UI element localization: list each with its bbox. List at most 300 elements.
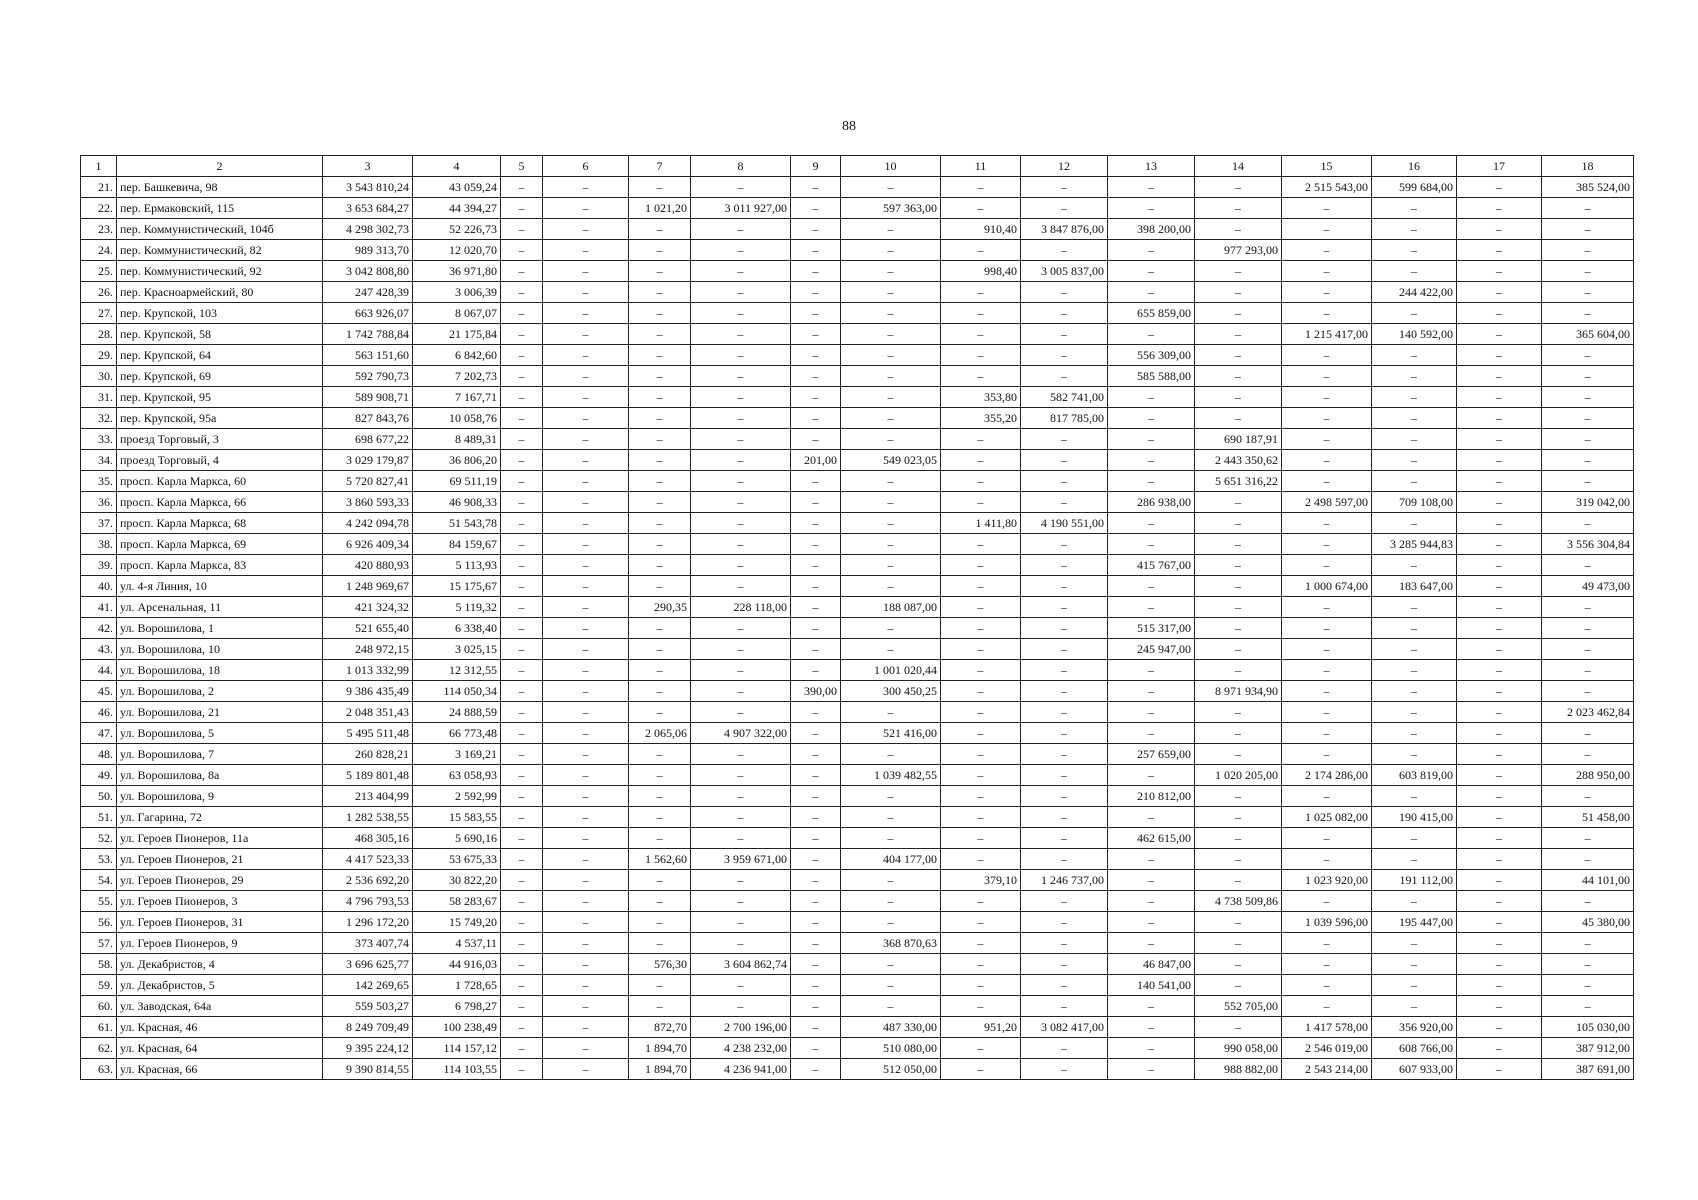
value-cell: 15 175,67 — [413, 576, 501, 597]
value-cell: 1 039 596,00 — [1282, 912, 1372, 933]
value-cell: – — [791, 219, 841, 240]
value-cell: – — [543, 492, 629, 513]
value-cell: 655 859,00 — [1108, 303, 1195, 324]
value-cell: – — [1542, 471, 1634, 492]
value-cell: – — [501, 618, 543, 639]
value-cell: – — [691, 765, 791, 786]
table-row — [81, 681, 1634, 702]
value-cell: – — [1457, 639, 1542, 660]
value-cell: – — [841, 324, 941, 345]
row-number-cell: 63. — [81, 1059, 117, 1080]
value-cell: – — [543, 219, 629, 240]
value-cell: – — [1195, 492, 1282, 513]
value-cell: – — [841, 954, 941, 975]
value-cell: – — [691, 492, 791, 513]
value-cell: – — [501, 345, 543, 366]
table-row — [81, 807, 1634, 828]
value-cell: 1 417 578,00 — [1282, 1017, 1372, 1038]
column-header: 9 — [791, 156, 841, 177]
value-cell: – — [791, 408, 841, 429]
value-cell: – — [1021, 765, 1108, 786]
value-cell: – — [1372, 702, 1457, 723]
value-cell: – — [1457, 849, 1542, 870]
value-cell: – — [543, 891, 629, 912]
value-cell: – — [501, 681, 543, 702]
value-cell: – — [543, 408, 629, 429]
value-cell: – — [501, 660, 543, 681]
value-cell: – — [1542, 891, 1634, 912]
value-cell: – — [1282, 660, 1372, 681]
row-number-cell: 55. — [81, 891, 117, 912]
value-cell: – — [1457, 996, 1542, 1017]
value-cell: – — [629, 702, 691, 723]
value-cell: 4 796 793,53 — [323, 891, 413, 912]
value-cell: – — [629, 261, 691, 282]
value-cell: 49 473,00 — [1542, 576, 1634, 597]
value-cell: – — [691, 177, 791, 198]
value-cell: – — [1195, 597, 1282, 618]
value-cell: – — [1282, 303, 1372, 324]
value-cell: 105 030,00 — [1542, 1017, 1634, 1038]
value-cell: – — [501, 471, 543, 492]
value-cell: 12 312,55 — [413, 660, 501, 681]
value-cell: – — [1195, 177, 1282, 198]
value-cell: – — [691, 345, 791, 366]
value-cell: – — [841, 891, 941, 912]
value-cell: – — [941, 597, 1021, 618]
value-cell: – — [1282, 786, 1372, 807]
value-cell: – — [1021, 660, 1108, 681]
value-cell: 2 048 351,43 — [323, 702, 413, 723]
value-cell: – — [543, 639, 629, 660]
value-cell: – — [1542, 366, 1634, 387]
value-cell: – — [1195, 366, 1282, 387]
value-cell: 4 298 302,73 — [323, 219, 413, 240]
value-cell: 404 177,00 — [841, 849, 941, 870]
value-cell: 114 103,55 — [413, 1059, 501, 1080]
value-cell: – — [691, 555, 791, 576]
value-cell: 257 659,00 — [1108, 744, 1195, 765]
row-number-cell: 60. — [81, 996, 117, 1017]
value-cell: – — [629, 912, 691, 933]
value-cell: – — [1457, 303, 1542, 324]
value-cell: – — [501, 723, 543, 744]
value-cell: – — [1108, 240, 1195, 261]
value-cell: – — [691, 828, 791, 849]
value-cell: – — [691, 534, 791, 555]
value-cell: – — [1372, 660, 1457, 681]
value-cell: – — [1195, 576, 1282, 597]
value-cell: – — [1372, 828, 1457, 849]
value-cell: – — [1372, 261, 1457, 282]
value-cell: – — [501, 996, 543, 1017]
address-cell: пер. Ермаковский, 115 — [117, 198, 323, 219]
address-cell: ул. 4-я Линия, 10 — [117, 576, 323, 597]
value-cell: – — [941, 618, 1021, 639]
value-cell: 5 720 827,41 — [323, 471, 413, 492]
address-cell: ул. Ворошилова, 1 — [117, 618, 323, 639]
value-cell: – — [1282, 597, 1372, 618]
value-cell: – — [1195, 345, 1282, 366]
value-cell: – — [791, 660, 841, 681]
value-cell: – — [941, 702, 1021, 723]
value-cell: – — [791, 807, 841, 828]
value-cell: 4 417 523,33 — [323, 849, 413, 870]
value-cell: – — [1372, 219, 1457, 240]
row-number-cell: 56. — [81, 912, 117, 933]
value-cell: – — [791, 240, 841, 261]
value-cell: – — [691, 240, 791, 261]
row-number-cell: 24. — [81, 240, 117, 261]
row-number-cell: 57. — [81, 933, 117, 954]
value-cell: – — [1021, 933, 1108, 954]
value-cell: – — [1282, 345, 1372, 366]
value-cell: – — [543, 303, 629, 324]
value-cell: – — [1021, 324, 1108, 345]
value-cell: 188 087,00 — [841, 597, 941, 618]
value-cell: 58 283,67 — [413, 891, 501, 912]
value-cell: – — [791, 702, 841, 723]
value-cell: 46 847,00 — [1108, 954, 1195, 975]
value-cell: 368 870,63 — [841, 933, 941, 954]
value-cell: – — [841, 513, 941, 534]
row-number-cell: 22. — [81, 198, 117, 219]
value-cell: 1 894,70 — [629, 1038, 691, 1059]
row-number-cell: 25. — [81, 261, 117, 282]
value-cell: – — [691, 786, 791, 807]
row-number-cell: 39. — [81, 555, 117, 576]
value-cell: – — [1457, 933, 1542, 954]
value-cell: 52 226,73 — [413, 219, 501, 240]
value-cell: – — [1282, 198, 1372, 219]
value-cell: – — [1021, 975, 1108, 996]
value-cell: – — [1457, 261, 1542, 282]
value-cell: – — [1195, 324, 1282, 345]
value-cell: – — [791, 366, 841, 387]
table-row — [81, 870, 1634, 891]
value-cell: 663 926,07 — [323, 303, 413, 324]
value-cell: – — [941, 639, 1021, 660]
table-row — [81, 912, 1634, 933]
value-cell: – — [1108, 765, 1195, 786]
row-number-cell: 42. — [81, 618, 117, 639]
value-cell: – — [1108, 408, 1195, 429]
value-cell: – — [1282, 408, 1372, 429]
value-cell: – — [1195, 513, 1282, 534]
value-cell: – — [1195, 744, 1282, 765]
value-cell: – — [543, 786, 629, 807]
value-cell: – — [1542, 828, 1634, 849]
row-number-cell: 26. — [81, 282, 117, 303]
value-cell: 44 101,00 — [1542, 870, 1634, 891]
value-cell: 8 067,07 — [413, 303, 501, 324]
value-cell: – — [1282, 366, 1372, 387]
row-number-cell: 37. — [81, 513, 117, 534]
value-cell: – — [1108, 870, 1195, 891]
value-cell: – — [1542, 408, 1634, 429]
value-cell: 3 011 927,00 — [691, 198, 791, 219]
value-cell: – — [1021, 555, 1108, 576]
value-cell: – — [691, 576, 791, 597]
value-cell: 512 050,00 — [841, 1059, 941, 1080]
value-cell: – — [1542, 198, 1634, 219]
value-cell: – — [1282, 261, 1372, 282]
value-cell: 2 174 286,00 — [1282, 765, 1372, 786]
row-number-cell: 54. — [81, 870, 117, 891]
value-cell: – — [501, 513, 543, 534]
value-cell: 36 806,20 — [413, 450, 501, 471]
value-cell: 5 651 316,22 — [1195, 471, 1282, 492]
row-number-cell: 44. — [81, 660, 117, 681]
value-cell: – — [1021, 786, 1108, 807]
row-number-cell: 41. — [81, 597, 117, 618]
value-cell: – — [629, 786, 691, 807]
value-cell: – — [691, 513, 791, 534]
value-cell: 521 655,40 — [323, 618, 413, 639]
value-cell: – — [1457, 387, 1542, 408]
value-cell: – — [941, 177, 1021, 198]
value-cell: – — [691, 660, 791, 681]
value-cell: – — [1457, 1059, 1542, 1080]
value-cell: 3 006,39 — [413, 282, 501, 303]
value-cell: – — [1457, 345, 1542, 366]
value-cell: 2 546 019,00 — [1282, 1038, 1372, 1059]
value-cell: 260 828,21 — [323, 744, 413, 765]
value-cell: 4 738 509,86 — [1195, 891, 1282, 912]
value-cell: – — [791, 492, 841, 513]
value-cell: – — [791, 177, 841, 198]
value-cell: 592 790,73 — [323, 366, 413, 387]
value-cell: – — [629, 429, 691, 450]
value-cell: – — [543, 240, 629, 261]
address-cell: просп. Карла Маркса, 66 — [117, 492, 323, 513]
row-number-cell: 38. — [81, 534, 117, 555]
value-cell: – — [1372, 387, 1457, 408]
value-cell: – — [1542, 513, 1634, 534]
value-cell: – — [1021, 891, 1108, 912]
value-cell: 191 112,00 — [1372, 870, 1457, 891]
value-cell: – — [791, 303, 841, 324]
value-cell: – — [941, 303, 1021, 324]
value-cell: – — [1457, 366, 1542, 387]
value-cell: 2 065,06 — [629, 723, 691, 744]
value-cell: – — [691, 408, 791, 429]
value-cell: 521 416,00 — [841, 723, 941, 744]
value-cell: 5 119,32 — [413, 597, 501, 618]
value-cell: 589 908,71 — [323, 387, 413, 408]
value-cell: – — [1542, 639, 1634, 660]
value-cell: 288 950,00 — [1542, 765, 1634, 786]
value-cell: – — [691, 975, 791, 996]
table-row — [81, 786, 1634, 807]
value-cell: – — [1108, 534, 1195, 555]
value-cell: – — [501, 1038, 543, 1059]
value-cell: – — [791, 1038, 841, 1059]
value-cell: 977 293,00 — [1195, 240, 1282, 261]
value-cell: 355,20 — [941, 408, 1021, 429]
value-cell: – — [1195, 1017, 1282, 1038]
value-cell: – — [691, 807, 791, 828]
value-cell: – — [841, 471, 941, 492]
value-cell: – — [791, 345, 841, 366]
value-cell: 910,40 — [941, 219, 1021, 240]
table-body — [81, 177, 1634, 1080]
value-cell: 6 842,60 — [413, 345, 501, 366]
value-cell: 3 543 810,24 — [323, 177, 413, 198]
value-cell: 515 317,00 — [1108, 618, 1195, 639]
address-cell: ул. Ворошилова, 5 — [117, 723, 323, 744]
address-cell: ул. Героев Пионеров, 29 — [117, 870, 323, 891]
value-cell: 228 118,00 — [691, 597, 791, 618]
value-cell: 245 947,00 — [1108, 639, 1195, 660]
value-cell: – — [1372, 429, 1457, 450]
value-cell: 1 025 082,00 — [1282, 807, 1372, 828]
value-cell: 21 175,84 — [413, 324, 501, 345]
value-cell: 69 511,19 — [413, 471, 501, 492]
value-cell: – — [1372, 618, 1457, 639]
address-cell: ул. Ворошилова, 9 — [117, 786, 323, 807]
value-cell: – — [1372, 198, 1457, 219]
table-row — [81, 177, 1634, 198]
value-cell: 6 338,40 — [413, 618, 501, 639]
value-cell: 9 386 435,49 — [323, 681, 413, 702]
value-cell: – — [1282, 513, 1372, 534]
value-cell: – — [791, 765, 841, 786]
value-cell: – — [629, 807, 691, 828]
value-cell: 3 696 625,77 — [323, 954, 413, 975]
value-cell: – — [1457, 912, 1542, 933]
value-cell: – — [691, 303, 791, 324]
value-cell: – — [543, 996, 629, 1017]
value-cell: – — [841, 975, 941, 996]
value-cell: – — [1457, 177, 1542, 198]
column-header: 17 — [1457, 156, 1542, 177]
value-cell: 3 556 304,84 — [1542, 534, 1634, 555]
value-cell: 597 363,00 — [841, 198, 941, 219]
value-cell: – — [543, 849, 629, 870]
value-cell: – — [1372, 345, 1457, 366]
value-cell: 827 843,76 — [323, 408, 413, 429]
value-cell: – — [1195, 828, 1282, 849]
value-cell: – — [941, 681, 1021, 702]
value-cell: – — [841, 555, 941, 576]
value-cell: – — [1457, 954, 1542, 975]
value-cell: – — [841, 912, 941, 933]
value-cell: – — [1457, 1017, 1542, 1038]
value-cell: – — [1457, 975, 1542, 996]
value-cell: 556 309,00 — [1108, 345, 1195, 366]
value-cell: – — [629, 933, 691, 954]
value-cell: 1 411,80 — [941, 513, 1021, 534]
table-row — [81, 366, 1634, 387]
row-number-cell: 33. — [81, 429, 117, 450]
page-number: 88 — [842, 119, 856, 134]
value-cell: 1 000 674,00 — [1282, 576, 1372, 597]
value-cell: 3 029 179,87 — [323, 450, 413, 471]
value-cell: – — [1282, 744, 1372, 765]
table-row — [81, 345, 1634, 366]
value-cell: – — [1457, 870, 1542, 891]
value-cell: – — [543, 555, 629, 576]
value-cell: 7 202,73 — [413, 366, 501, 387]
value-cell: 510 080,00 — [841, 1038, 941, 1059]
address-cell: ул. Заводская, 64а — [117, 996, 323, 1017]
value-cell: – — [1108, 996, 1195, 1017]
value-cell: – — [1195, 387, 1282, 408]
column-header: 6 — [543, 156, 629, 177]
value-cell: – — [1372, 597, 1457, 618]
value-cell: – — [791, 429, 841, 450]
value-cell: – — [543, 660, 629, 681]
value-cell: – — [501, 639, 543, 660]
value-cell: – — [791, 744, 841, 765]
value-cell: – — [501, 261, 543, 282]
value-cell: – — [1542, 660, 1634, 681]
value-cell: – — [1195, 555, 1282, 576]
address-cell: пер. Башкевича, 98 — [117, 177, 323, 198]
value-cell: 100 238,49 — [413, 1017, 501, 1038]
value-cell: – — [691, 639, 791, 660]
value-cell: – — [941, 282, 1021, 303]
value-cell: – — [1457, 429, 1542, 450]
value-cell: 698 677,22 — [323, 429, 413, 450]
value-cell: – — [1108, 513, 1195, 534]
value-cell: 559 503,27 — [323, 996, 413, 1017]
value-cell: – — [1457, 597, 1542, 618]
value-cell: 140 592,00 — [1372, 324, 1457, 345]
value-cell: 53 675,33 — [413, 849, 501, 870]
value-cell: – — [941, 534, 1021, 555]
address-cell: ул. Красная, 46 — [117, 1017, 323, 1038]
value-cell: – — [1195, 933, 1282, 954]
value-cell: – — [501, 387, 543, 408]
value-cell: – — [543, 1059, 629, 1080]
value-cell: – — [629, 681, 691, 702]
value-cell: 5 690,16 — [413, 828, 501, 849]
value-cell: 690 187,91 — [1195, 429, 1282, 450]
table-row — [81, 597, 1634, 618]
value-cell: – — [791, 870, 841, 891]
value-cell: – — [501, 303, 543, 324]
value-cell: 998,40 — [941, 261, 1021, 282]
value-cell: – — [1195, 639, 1282, 660]
value-cell: – — [791, 975, 841, 996]
value-cell: – — [941, 807, 1021, 828]
row-number-cell: 47. — [81, 723, 117, 744]
value-cell: 709 108,00 — [1372, 492, 1457, 513]
value-cell: – — [543, 870, 629, 891]
value-cell: 4 190 551,00 — [1021, 513, 1108, 534]
value-cell: – — [691, 891, 791, 912]
column-header: 3 — [323, 156, 413, 177]
value-cell: – — [941, 933, 1021, 954]
value-cell: – — [1542, 723, 1634, 744]
value-cell: – — [501, 954, 543, 975]
value-cell: – — [501, 198, 543, 219]
value-cell: – — [941, 891, 1021, 912]
value-cell: – — [1542, 786, 1634, 807]
value-cell: – — [501, 702, 543, 723]
column-header: 11 — [941, 156, 1021, 177]
table-row — [81, 639, 1634, 660]
value-cell: – — [501, 597, 543, 618]
value-cell: 43 059,24 — [413, 177, 501, 198]
value-cell: – — [543, 429, 629, 450]
value-cell: 201,00 — [791, 450, 841, 471]
value-cell: – — [1195, 912, 1282, 933]
value-cell: 603 819,00 — [1372, 765, 1457, 786]
value-cell: – — [1282, 681, 1372, 702]
